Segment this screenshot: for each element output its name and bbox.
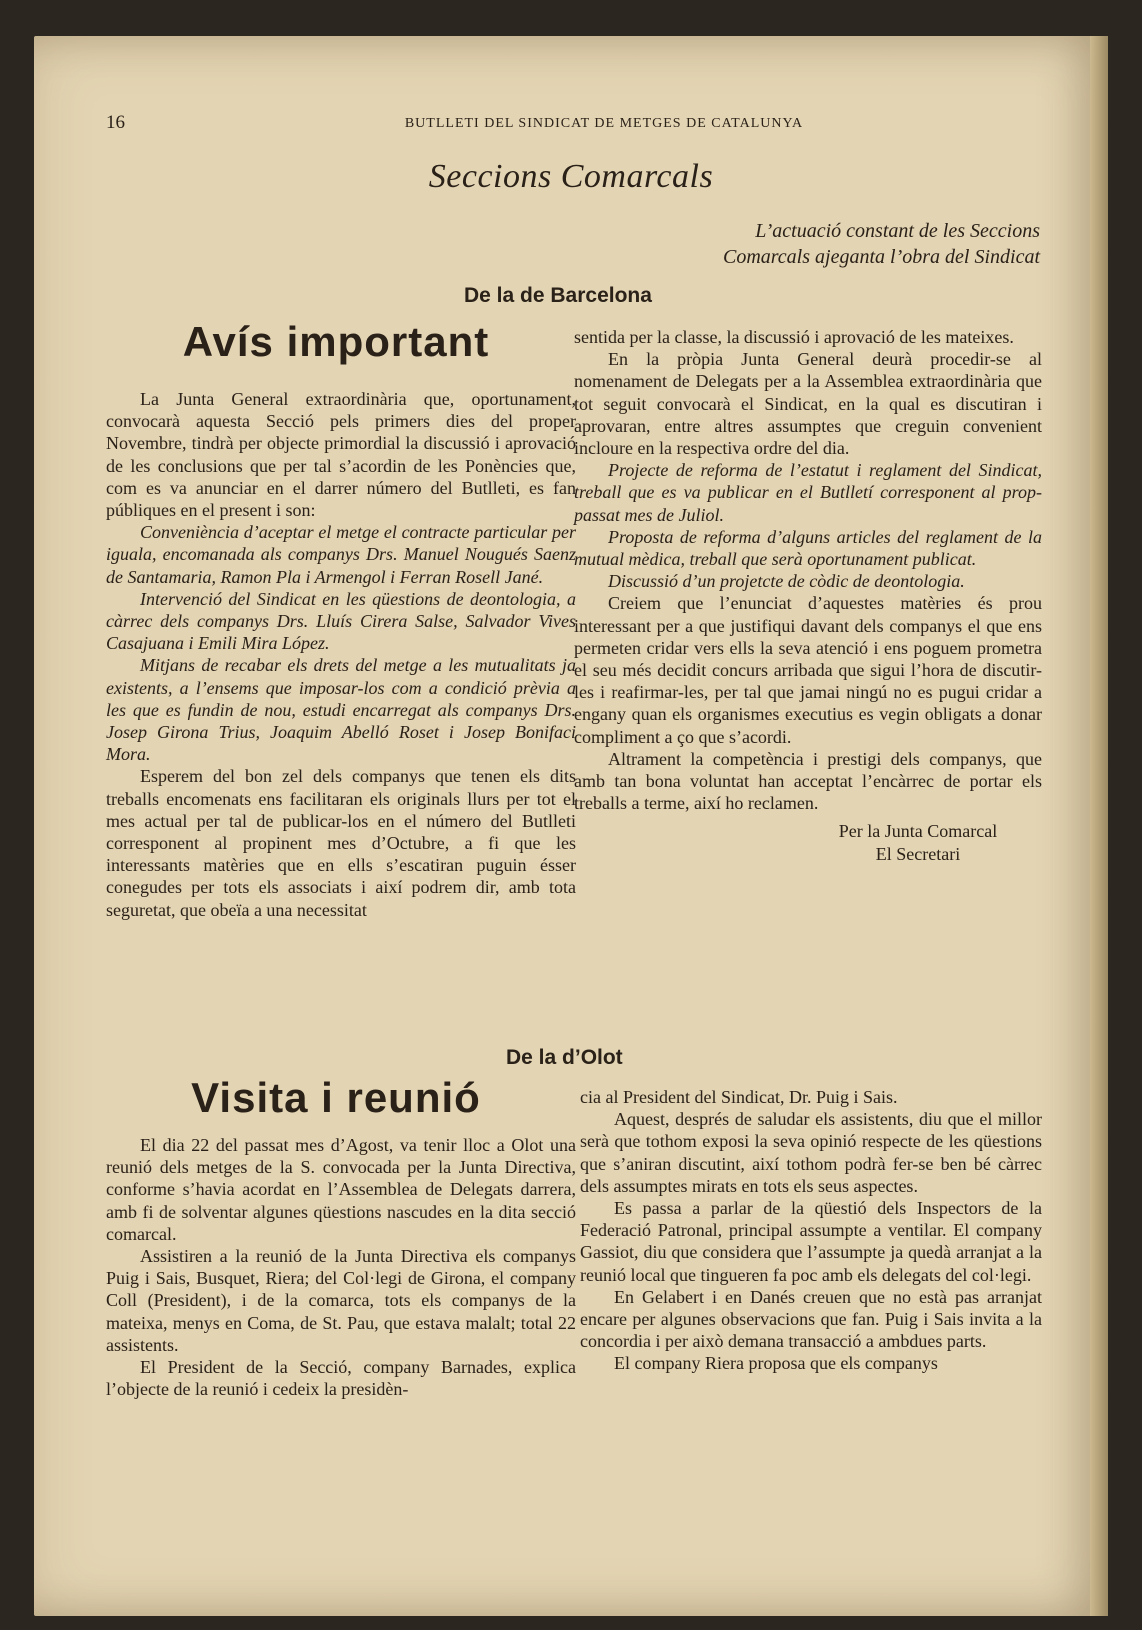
tagline-line-2: Comarcals ajeganta l’obra del Sindicat: [722, 246, 1040, 268]
paragraph: Es passa a parlar de la qüestió dels Inspectors de la Federació Patronal, principal assumpte a ventilar. El company Gassiot, diu que considera que l’assumpte ja quedà arranjat a la reunió local que tingueren fa poc amb els delegats del col·legi.: [580, 1198, 1042, 1285]
paragraph: Projecte de reforma de l’estatut i reglament del Sindicat, treball que es va publicar en el Butlletí corresponent al prop-passat mes de Juliol.: [574, 460, 1042, 525]
paragraph: El President de la Secció, company Barnades, explica l’objecte de la reunió i cedeix la presidèn-: [106, 1357, 576, 1400]
signature-line-1: Per la Junta Comarcal: [838, 821, 998, 842]
paragraph: Discussió d’un projetcte de còdic de deontologia.: [608, 571, 965, 592]
barcelona-left-column: [106, 388, 576, 921]
running-title: BUTLLETI DEL SINDICAT DE METGES DE CATALUNYA: [404, 116, 804, 131]
paragraph: Mitjans de recabar els drets del metge a les mutualitats ja existents, a l’ensems que imposar-los com a condició prèvia a les que es fundin de nou, estudi encarregat als companys Drs. Josep Girona Trius, Joaquim Abelló Roset i Josep Bonifaci Mora.: [106, 655, 576, 765]
paragraph: Assistiren a la reunió de la Junta Directiva els companys Puig i Sais, Busquet, Riera; del Col·legi de Girona, el company Coll (President), i de la comarca, tots els companys de la mateixa, menys en Coma, de St. Pau, que estava malalt; total 22 assistents.: [106, 1246, 576, 1355]
olot-right-column: [580, 1086, 1042, 1375]
barcelona-subtitle: De la de Barcelona: [464, 284, 652, 307]
section-tagline: [723, 218, 1040, 270]
paragraph: El dia 22 del passat mes d’Agost, va tenir lloc a Olot una reunió dels metges de la S. convocada per la Junta Directiva, conforme s’havia acordat en l’Assemblea de Delegats darrera, amb fi de solventar algunes qüestions nascudes en la dita secció comarcal.: [106, 1135, 576, 1244]
paragraph: Aquest, després de saludar els assistents, diu que el millor serà que tothom exposi la seva opinió respecte de les qüestions que s’aniran discutint, així tothom podrà fer-se ben bé càrrec dels assumptes mirats en tots els seus aspectes.: [580, 1109, 1042, 1196]
paragraph: En Gelabert i en Danés creuen que no està pas arranjat encare per algunes observacions que fan. Puig i Sais invita a la concordia i per això demana transacció a ambdues parts.: [580, 1286, 1042, 1352]
page-number: 16: [106, 112, 125, 133]
paragraph: Creiem que l’enunciat d’aquestes matèries és prou interessant per a que justifiqui davant dels companys el que ens permeten cridar vers ells la seva atenció i ens poguem prometra el seu més decidit concurs arribada que sigui l’hora de discutir-les i reafirmar-les, per tal que jamai ningú no es pugui cridar a engany quan els organismes executius es vegin obligats a donar compliment a ço que s’acordi.: [574, 593, 1042, 747]
paragraph: sentida per la classe, la discussió i aprovació de les mateixes.: [574, 327, 1014, 347]
paragraph: En la pròpia Junta General deurà procedir-se al nomenament de Delegats per a la Assemblea extraordinària que tot seguit convocarà el Sindicat, en la qual es discutiran i aprovaran, entre altres assumptes que creguin convenient incloure en la respectiva ordre del dia.: [574, 349, 1042, 459]
barcelona-right-column: [574, 326, 1042, 865]
paragraph: cia al President del Sindicat, Dr. Puig i Sais.: [580, 1087, 898, 1107]
olot-subtitle: De la d’Olot: [506, 1046, 623, 1069]
paragraph: Esperem del bon zel dels companys que tenen els dits treballs encomenats ens facilitaran els originals llurs per tot el mes actual per tal de publicar-los en el número del Butlleti corresponent al propinent mes d’Octubre, a fi que les interessants matèries que en ells s’escatiran puguin ésser conegudes per tots els associats i així podrem dir, amb tota seguretat, que obeïa a una necessitat: [106, 766, 576, 920]
magazine-page: [34, 36, 1108, 1616]
tagline-line-1: L’actuació constant de les Seccions: [755, 220, 1040, 242]
paragraph: Proposta de reforma d’alguns articles del reglament de la mutual mèdica, treball que serà oportunament publicat.: [574, 526, 1042, 570]
olot-left-column: [106, 1134, 576, 1400]
paragraph: Conveniència d’aceptar el metge el contracte particular per iguala, encomanada als companys Drs. Manuel Nougués Saenz de Santamaria, Ramon Pla i Armengol i Ferran Rosell Jané.: [106, 522, 576, 587]
barcelona-headline: Avís important: [182, 318, 490, 365]
olot-headline: Visita i reunió: [191, 1074, 481, 1121]
section-title: Seccions Comarcals: [428, 158, 714, 195]
signature-line-2: El Secretari: [875, 843, 961, 864]
paragraph: Intervenció del Sindicat en les qüestions de deontologia, a càrrec dels companys Drs. Lluís Cirera Salse, Salvador Vives Casajuana i Emili Mira López.: [106, 588, 576, 654]
signature-block: [574, 820, 1042, 864]
paragraph: La Junta General extraordinària que, oportunament, convocarà aquesta Secció pels primers dies del proper Novembre, tindrà per objecte primordial la discussió i aprovació de les conclusions que per tal s’acordin de les Ponències que, com es va anunciar en el darrer número del Butlleti, es fan públiques en el present i son:: [106, 389, 576, 521]
paragraph: El company Riera proposa que els companys: [614, 1353, 938, 1374]
paragraph: Altrament la competència i prestigi dels companys, que amb tan bona voluntat han acceptat l’encàrrec de portar els treballs a terme, així ho reclamen.: [574, 748, 1042, 814]
